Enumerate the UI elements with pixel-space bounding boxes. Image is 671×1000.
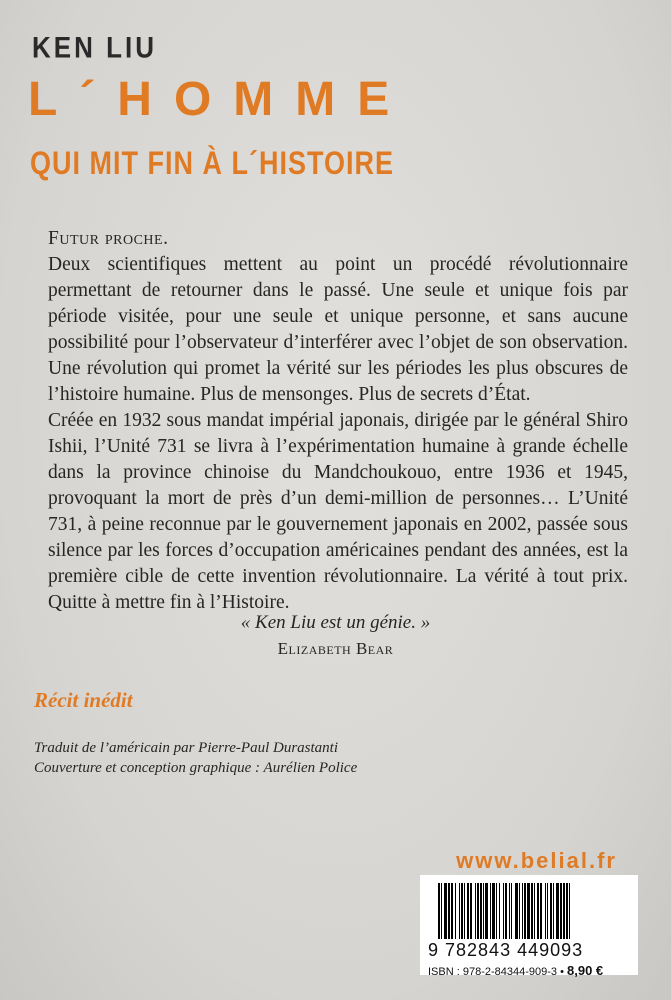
price: 8,90 € (567, 963, 604, 978)
publisher-website: www.belial.fr (456, 848, 617, 873)
blurb-text (48, 226, 628, 616)
isbn-price-line (428, 963, 630, 978)
barcode-panel (420, 875, 638, 978)
quote-attribution: Elizabeth Bear (277, 639, 394, 658)
blurb-lead: Futur proche. (48, 228, 169, 249)
edition-label: Récit inédit (34, 688, 133, 712)
barcode-icon (438, 883, 630, 939)
isbn-number: ISBN : 978-2-84344-909-3 • (428, 966, 564, 978)
design-credit: Couverture et conception graphique : Aurélien Police (34, 760, 358, 776)
translator-credit: Traduit de l’américain par Pierre-Paul Durastanti (34, 740, 339, 756)
quote-text: « Ken Liu est un génie. » (240, 612, 431, 633)
blurb-paragraph-1: Deux scientifiques mettent au point un procédé révolutionnaire permettant de retourner dans le passé. Une seule et unique fois par période visitée, pour une seule et unique personne, et sans aucune possibilité pour l’observateur d’interférer avec l’objet de son observation. Une révolution qui promet la vérité sur les périodes les plus obscures de l’histoire humaine. Plus de mensonges. Plus de secrets d’État. (48, 254, 628, 405)
book-title: L´HOMME (28, 73, 412, 126)
review-quote (0, 610, 671, 662)
book-subtitle: QUI MIT FIN À L´HISTOIRE (30, 145, 394, 181)
credits (34, 738, 357, 778)
author-name: KEN LIU (32, 30, 157, 65)
blurb-paragraph-2: Créée en 1932 sous mandat impérial japonais, dirigée par le général Shiro Ishii, l’Unité 731 se livra à l’expérimentation humaine à grande échelle dans la province chinoise du Mandchoukouo, entre 1936 et 1945, provoquant la mort de près d’un demi-million de personnes… L’Unité 731, à peine reconnue par le gouvernement japonais en 2002, passée sous silence par les forces d’occupation américaines pendant des années, est la première cible de cette invention révolutionnaire. La vérité à tout prix. Quitte à mettre fin à l’Histoire. (48, 410, 628, 613)
barcode-digits: 9 782843 449093 (428, 940, 584, 960)
